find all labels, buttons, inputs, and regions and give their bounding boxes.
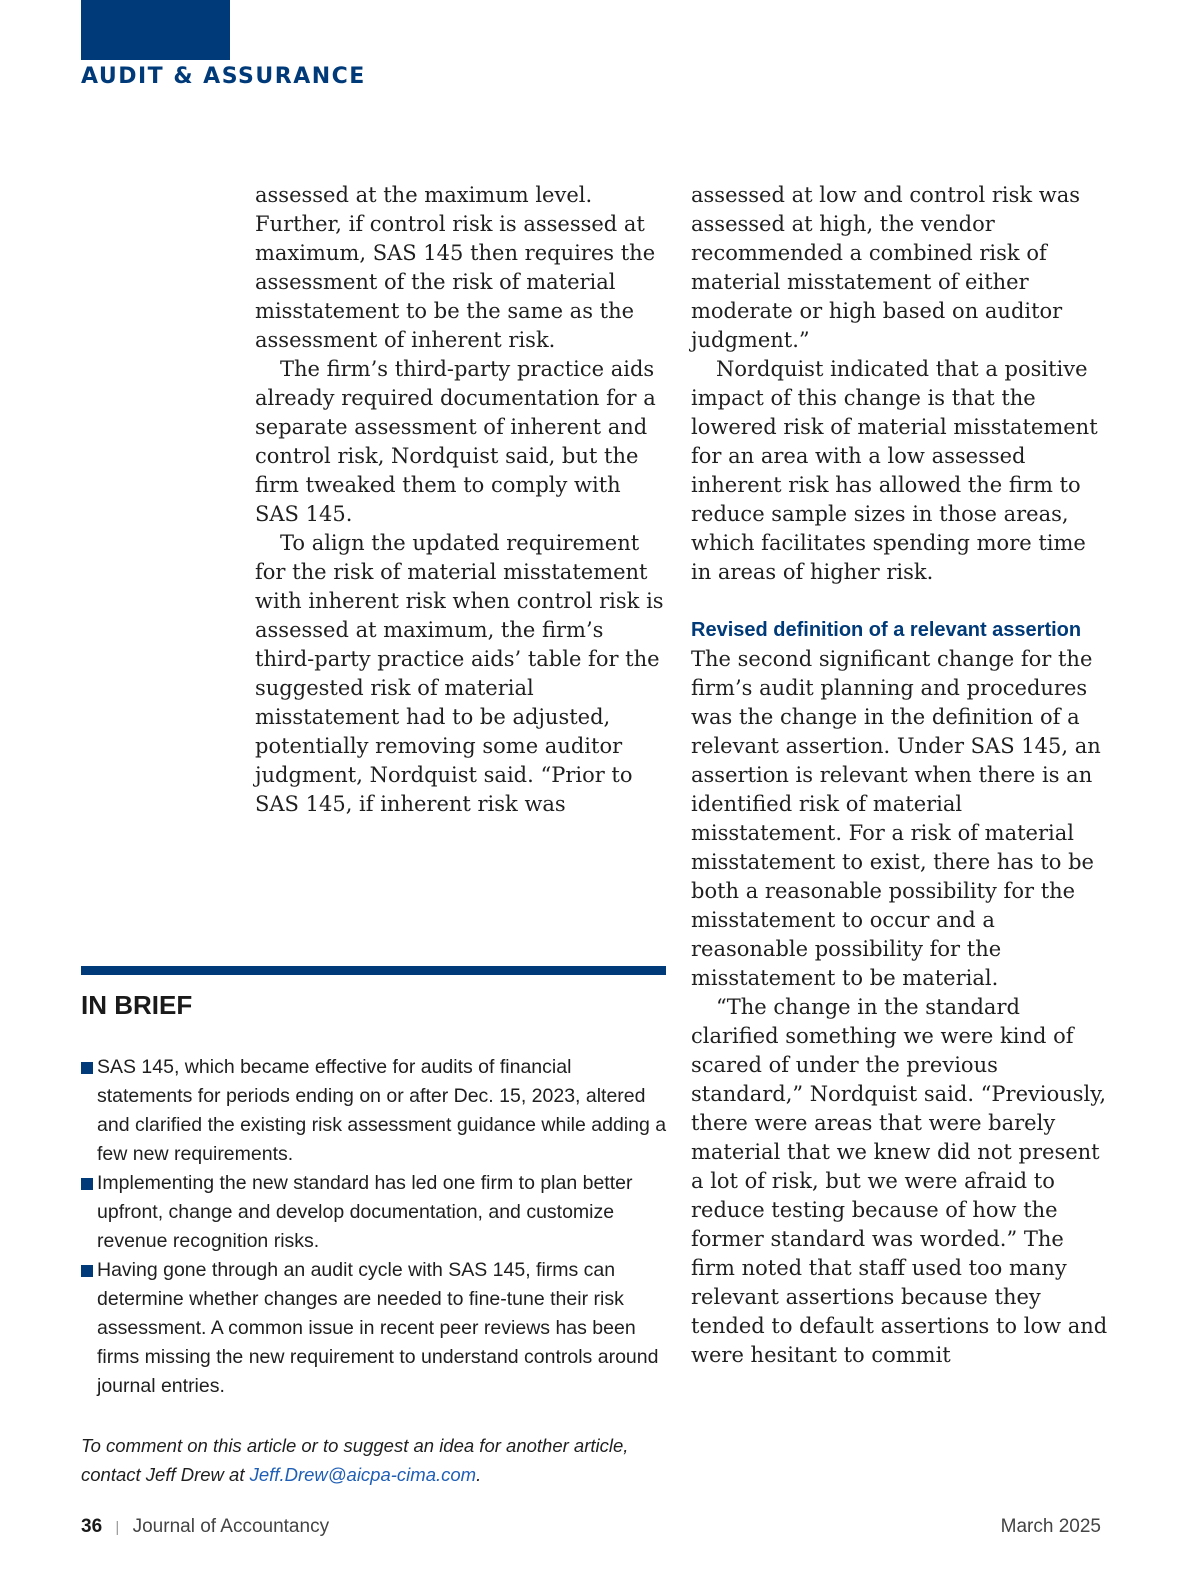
paragraph: assessed at low and control risk was assessed at high, the vendor recommended a combined risk of material misstatement of either moderate or high based on auditor judgment.”: [691, 183, 1081, 352]
section-label: AUDIT & ASSURANCE: [81, 64, 366, 89]
square-bullet-icon: [81, 1265, 93, 1277]
square-bullet-icon: [81, 1062, 93, 1074]
in-brief-bullet: [81, 1169, 671, 1256]
in-brief-list: [81, 1053, 671, 1401]
comment-text: To comment on this article or to suggest an idea for another article, contact Jeff Drew at: [81, 1435, 629, 1485]
page-number: 36: [81, 1516, 103, 1537]
paragraph: The firm’s third-party practice aids already required documentation for a separate assessment of inherent and control risk, Nordquist said, but the firm tweaked them to comply with SAS 145.: [255, 357, 656, 526]
in-brief-title: IN BRIEF: [81, 990, 193, 1020]
paragraph: Nordquist indicated that a positive impact of this change is that the lowered risk of material misstatement for an area with a low assessed inherent risk has allowed the firm to reduce sample sizes in those areas, which facilitates spending more time in areas of higher risk.: [691, 357, 1098, 584]
bullet-text: SAS 145, which became effective for audits of financial statements for periods ending on or after Dec. 15, 2023, altered and clarified the existing risk assessment guidance while adding a few new requirements.: [97, 1056, 667, 1165]
issue-date: March 2025: [1000, 1516, 1101, 1537]
bullet-text: Implementing the new standard has led one firm to plan better upfront, change and develop documentation, and customize revenue recognition risks.: [97, 1172, 633, 1252]
page-footer: [81, 1516, 1101, 1546]
in-brief-rule: [81, 966, 666, 975]
journal-name: Journal of Accountancy: [132, 1516, 330, 1537]
footer-separator: |: [115, 1519, 120, 1536]
square-bullet-icon: [81, 1178, 93, 1190]
paragraph: To align the updated requirement for the risk of material misstatement with inherent risk when control risk is assessed at maximum, the firm’s third-party practice aids’ table for the suggested risk of material misstatement had to be adjusted, potentially removing some auditor judgment, Nordquist said. “Prior to SAS 145, if inherent risk was: [255, 531, 664, 816]
comment-end: .: [476, 1464, 482, 1485]
in-brief-bullet: [81, 1053, 671, 1169]
paragraph: assessed at the maximum level. Further, if control risk is assessed at maximum, SAS 145 then requires the assessment of the risk of material misstatement to be the same as the assessment of inherent risk.: [255, 183, 656, 352]
subheading: Revised definition of a relevant assertion: [691, 619, 1082, 641]
paragraph: The second significant change for the firm’s audit planning and procedures was the change in the definition of a relevant assertion. Under SAS 145, an assertion is relevant when there is an identified risk of material misstatement. For a risk of material misstatement to exist, there has to be both a reasonable possibility for the misstatement to occur and a reasonable possibility for the misstatement to be material.: [691, 647, 1101, 990]
body-column-middle: [255, 181, 665, 819]
email-link[interactable]: Jeff.Drew@aicpa-cima.com: [249, 1464, 477, 1485]
in-brief-bullet: [81, 1256, 671, 1401]
body-column-right: [691, 181, 1111, 1370]
bullet-text: Having gone through an audit cycle with SAS 145, firms can determine whether changes are needed to fine-tune their risk assessment. A common issue in recent peer reviews has been firms missing the new requirement to understand controls around journal entries.: [97, 1259, 659, 1397]
comment-note: [81, 1431, 681, 1489]
paragraph: “The change in the standard clarified something we were kind of scared of under the previous standard,” Nordquist said. “Previously, there were areas that were barely material that we knew did not present a lot of risk, but we were afraid to reduce testing because of how the former standard was worded.” The firm noted that staff used too many relevant assertions because they tended to default assertions to low and were hesitant to commit: [691, 995, 1108, 1367]
header-color-block: [81, 0, 230, 60]
